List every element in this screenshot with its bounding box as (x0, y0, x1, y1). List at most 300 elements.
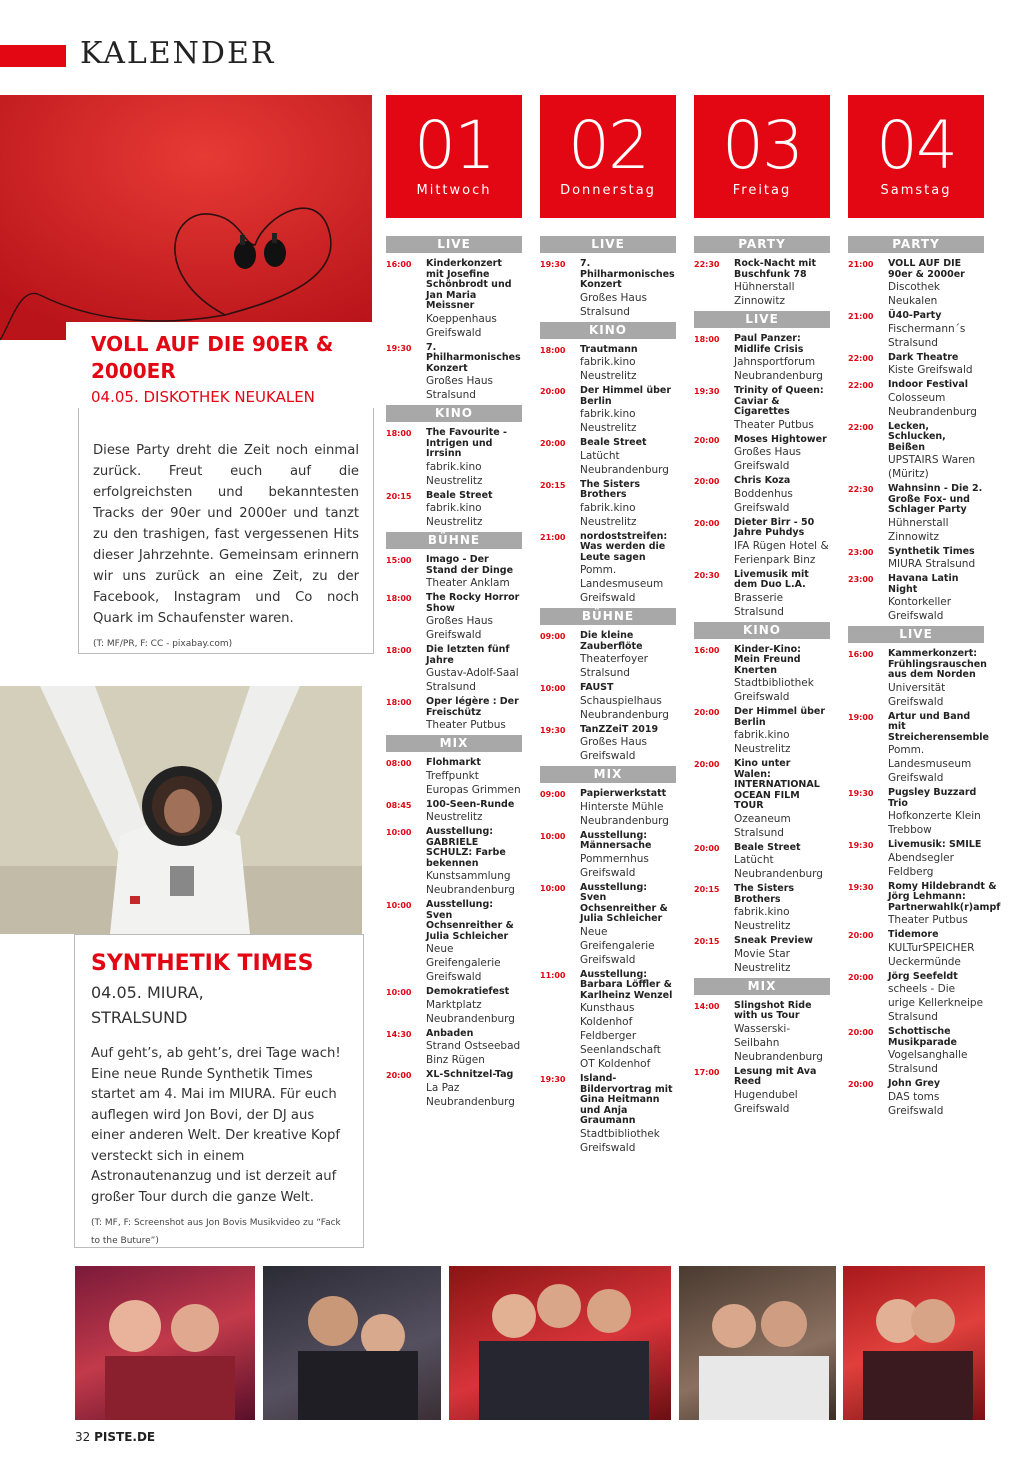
event-time: 08:00 (386, 759, 412, 768)
event-time: 16:00 (694, 645, 720, 655)
feature-party-body-box (78, 408, 374, 654)
page-footer (75, 1430, 155, 1444)
event-details (580, 532, 676, 606)
event-name: Oper légère : Der Freischütz (426, 696, 519, 718)
event-name: Livemusik: SMILE (888, 839, 982, 850)
event-details (734, 1001, 830, 1064)
event-details (734, 386, 830, 432)
event-name: Flohmarkt (426, 757, 481, 768)
event-venue: Großes Haus Greifswald (580, 736, 647, 762)
event-time: 20:15 (540, 480, 566, 490)
event-venue: Ozeaneum Stralsund (734, 812, 791, 839)
event-name: Beale Street (734, 841, 801, 853)
event-venue: fabrik.kino Neustrelitz (734, 906, 791, 932)
event-name: Lesung mit Ava Reed (734, 1065, 817, 1087)
event-row (540, 725, 676, 764)
event-name: Kinderkonzert mit Josefine Schönbrodt und Jan Maria Meissner (426, 258, 512, 311)
event-name: Beale Street (426, 489, 493, 501)
event-name: Synthetik Times (888, 545, 975, 557)
event-name: Schottische Musikparade (888, 1026, 957, 1048)
event-venue: Pomm. Landesmuseum Greifswald (888, 744, 972, 784)
event-row (848, 484, 984, 544)
event-venue: Abendsegler Feldberg (888, 851, 954, 878)
event-row (694, 476, 830, 515)
event-row (848, 574, 984, 623)
event-row (386, 491, 522, 530)
event-venue: Pommernhus Greifswald (580, 852, 649, 879)
event-name: Ausstellung: Sven Ochsenreither & Julia Schleicher (580, 881, 668, 924)
event-venue: Großes Haus Stralsund (580, 291, 647, 318)
day-box-1 (386, 95, 522, 218)
event-venue: Marktplatz Neubrandenburg (426, 998, 515, 1025)
day-column-3 (694, 234, 830, 1119)
party-photo-2 (263, 1266, 441, 1420)
event-details (580, 480, 676, 529)
party-photo-5 (843, 1266, 985, 1420)
event-time: 20:00 (848, 1080, 874, 1089)
event-name: The Favourite - Intrigen und Irrsinn (426, 427, 507, 459)
event-venue: MIURA Stralsund (888, 558, 976, 570)
event-row (540, 259, 676, 319)
event-name: John Grey (888, 1078, 941, 1089)
event-name: 7. Philharmonisches Konzert (426, 341, 521, 374)
event-venue: fabrik.kino Neustrelitz (426, 502, 483, 528)
category-header: KINO (540, 322, 676, 339)
day-name: Donnerstag (560, 183, 656, 198)
event-name: Jörg Seefeldt (888, 970, 958, 982)
event-venue: Gustav-Adolf-Saal Stralsund (426, 667, 519, 693)
category-header: LIVE (848, 626, 984, 643)
event-row (694, 518, 830, 567)
event-row (694, 843, 830, 882)
event-time: 10:00 (540, 831, 566, 841)
event-time: 15:00 (386, 556, 412, 565)
event-time: 10:00 (386, 828, 412, 837)
event-time: 20:15 (386, 491, 412, 501)
event-row (540, 532, 676, 606)
event-venue: Theater Putbus (426, 719, 506, 731)
event-details (426, 1029, 522, 1068)
feature-party-header (66, 322, 372, 408)
feature-synthetik-subtitle-2: STRALSUND (91, 1008, 188, 1027)
event-name: Romy Hildebrandt & Jörg Lehmann: Partnerwahlk(r)ampf (888, 880, 1001, 913)
event-time: 20:00 (848, 931, 874, 940)
event-name: Papierwerkstatt (580, 788, 667, 799)
event-time: 10:00 (386, 901, 412, 910)
event-time: 18:00 (386, 429, 412, 438)
event-venue: Fischermann´s Stralsund (888, 322, 966, 349)
page-number: 32 (75, 1430, 91, 1444)
event-row (848, 259, 984, 308)
astronaut-photo (0, 686, 362, 934)
day-box-3 (694, 95, 830, 218)
event-name: Tidemore (888, 929, 939, 940)
event-row (386, 428, 522, 488)
event-details (426, 428, 522, 488)
event-time: 14:30 (386, 1029, 412, 1039)
event-row (848, 547, 984, 572)
event-details (888, 353, 984, 378)
event-details (734, 435, 830, 474)
event-name: nordoststreifen: Was werden die Leute sagen (580, 530, 668, 563)
event-venue: Treffpunkt Europas Grimmen (426, 769, 521, 796)
event-name: VOLL AUF DIE 90er & 2000er (888, 258, 965, 280)
event-details (734, 334, 830, 383)
event-name: Trinity of Queen: Caviar & Cigarettes (734, 385, 824, 417)
event-time: 22:30 (694, 260, 720, 269)
event-name: Demokratiefest (426, 986, 510, 997)
event-venue: Hofkonzerte Klein Trebbow (888, 810, 981, 836)
event-row (694, 435, 830, 474)
event-details (888, 1079, 984, 1118)
event-row (540, 631, 676, 680)
event-name: Die letzten fünf Jahre (426, 644, 510, 666)
event-row (694, 707, 830, 756)
event-details (580, 386, 676, 435)
event-details (734, 476, 830, 515)
event-time: 19:30 (848, 841, 874, 850)
event-details (580, 725, 676, 764)
event-row (386, 259, 522, 340)
event-name: Kinder-Kino: Mein Freund Knerten (734, 643, 801, 676)
event-name: Der Himmel über Berlin (580, 385, 672, 407)
event-row (848, 972, 984, 1025)
event-details (888, 574, 984, 623)
event-venue: Hugendubel Greifswald (734, 1088, 798, 1115)
event-details (734, 884, 830, 933)
feature-synthetik-credit: (T: MF, F: Screenshot aus Jon Bovis Musikvideo zu “Fack to the Buture”) (91, 1218, 341, 1246)
event-time: 20:00 (848, 972, 874, 982)
event-name: XL-Schnitzel-Tag (426, 1069, 514, 1080)
event-details (888, 259, 984, 308)
event-details (426, 900, 522, 984)
event-venue: Großes Haus Stralsund (426, 375, 493, 401)
day-column-4 (848, 234, 1001, 1121)
event-venue: Jahnsportforum Neubrandenburg (734, 356, 823, 382)
event-name: Havana Latin Night (888, 573, 959, 595)
event-details (888, 930, 984, 969)
feature-party-credit: (T: MF/PR, F: CC - pixabay.com) (93, 639, 233, 649)
event-venue: Stadtbibliothek Greifswald (580, 1127, 660, 1154)
event-venue: Großes Haus Greifswald (734, 446, 801, 472)
event-name: 7. Philharmonisches Konzert (580, 258, 675, 290)
event-time: 19:30 (540, 725, 566, 735)
event-details (888, 882, 1000, 928)
event-time: 20:00 (694, 708, 720, 717)
event-name: Beale Street (580, 437, 647, 448)
event-time: 20:00 (694, 477, 720, 486)
event-name: Slingshot Ride with us Tour (734, 999, 812, 1021)
event-venue: fabrik.kino Neustrelitz (580, 408, 637, 434)
event-details (426, 491, 522, 530)
day-name: Samstag (880, 183, 952, 198)
event-row (540, 831, 676, 880)
event-venue: Brasserie Stralsund (734, 591, 784, 618)
event-details (888, 547, 984, 572)
category-header: MIX (386, 735, 522, 752)
event-venue: Pomm. Landesmuseum Greifswald (580, 564, 664, 604)
event-row (848, 380, 984, 419)
event-name: Ausstellung: Barbara Löffler & Karlheinz Wenzel (580, 968, 673, 1001)
event-time: 18:00 (386, 646, 412, 655)
event-time: 10:00 (540, 883, 566, 893)
event-details (426, 343, 522, 403)
event-name: TanZZeiT 2019 (580, 723, 659, 735)
event-venue: Kunstsammlung Neubrandenburg (426, 870, 515, 896)
event-time: 22:30 (848, 485, 874, 494)
event-time: 20:00 (540, 387, 566, 396)
event-time: 16:00 (386, 260, 412, 269)
event-time: 21:00 (540, 532, 566, 542)
event-details (580, 631, 676, 680)
event-time: 20:15 (694, 937, 720, 946)
event-time: 19:30 (848, 789, 874, 798)
event-details (580, 883, 676, 967)
event-row (386, 800, 522, 825)
headphones-photo (0, 95, 372, 340)
event-row (694, 570, 830, 619)
event-row (848, 930, 984, 969)
event-time: 09:00 (540, 790, 566, 799)
event-time: 21:00 (848, 260, 874, 269)
event-details (734, 843, 830, 882)
event-name: Kino unter Walen: INTERNATIONAL OCEAN FILM TOUR (734, 758, 820, 811)
event-row (848, 1079, 984, 1118)
event-name: Imago - Der Stand der Dinge (426, 554, 514, 576)
event-name: Livemusik mit dem Duo L.A. (734, 568, 809, 590)
event-details (888, 972, 984, 1025)
event-details (426, 987, 522, 1026)
event-venue: Universität Greifswald (888, 681, 946, 708)
category-header: MIX (540, 766, 676, 783)
event-row (540, 883, 676, 967)
feature-party-title: VOLL AUF DIE 90ER & 2000ER (91, 332, 334, 383)
event-time: 21:00 (848, 312, 874, 321)
event-row (848, 880, 1001, 928)
event-venue: Neue Greifengalerie Greifswald (580, 925, 655, 966)
event-time: 20:00 (694, 435, 720, 445)
event-details (580, 789, 676, 828)
event-details (888, 1027, 984, 1076)
event-venue: fabrik.kino Neustrelitz (580, 501, 637, 528)
event-details (734, 645, 830, 705)
event-time: 19:30 (848, 882, 874, 892)
event-row (386, 697, 522, 732)
category-header: LIVE (540, 236, 676, 253)
category-header: LIVE (694, 311, 830, 328)
event-row (848, 422, 984, 482)
event-details (734, 570, 830, 619)
event-row (386, 827, 522, 897)
event-row (386, 343, 522, 403)
event-time: 23:00 (848, 575, 874, 584)
event-time: 19:30 (540, 260, 566, 269)
event-row (540, 386, 676, 435)
event-time: 18:00 (540, 345, 566, 355)
event-name: The Sisters Brothers (734, 883, 795, 905)
event-name: Chris Koza (734, 475, 791, 486)
event-name: Ausstellung: GABRIELE SCHULZ: Farbe bekennen (426, 826, 506, 869)
category-header: PARTY (694, 236, 830, 253)
event-name: Ausstellung: Männersache (580, 829, 652, 851)
event-row (694, 645, 830, 705)
event-row (540, 683, 676, 722)
event-venue: Latücht Neubrandenburg (580, 449, 669, 476)
event-name: Island-Bildervortrag mit Gina Heitmann und Anja Graumann (580, 1073, 673, 1126)
event-venue: Kunsthaus Koldenhof Feldberger Seenlandschaft OT Koldenhof (580, 1002, 661, 1070)
event-details (426, 827, 522, 897)
event-row (386, 593, 522, 642)
event-details (888, 788, 984, 837)
feature-synthetik-title: SYNTHETIK TIMES (91, 951, 314, 976)
event-row (848, 648, 987, 709)
event-name: 100-Seen-Runde (426, 798, 515, 810)
event-venue: Stadtbibliothek Greifswald (734, 677, 814, 703)
event-details (888, 380, 984, 419)
event-details (426, 645, 522, 694)
event-name: Anbaden (426, 1027, 474, 1039)
event-row (540, 1074, 676, 1155)
event-time: 18:00 (694, 335, 720, 344)
event-row (694, 334, 830, 383)
day-number: 04 (876, 107, 956, 184)
event-name: Lecken, Schlucken, Beißen (888, 420, 946, 453)
feature-synthetik-box (74, 934, 364, 1248)
feature-party-subtitle: 04.05. DISKOTHEK NEUKALEN (91, 388, 315, 406)
event-details (426, 259, 522, 340)
event-row (540, 438, 676, 477)
event-row (540, 970, 676, 1072)
event-row (694, 259, 830, 308)
event-time: 14:00 (694, 1001, 720, 1011)
event-time: 20:00 (848, 1028, 874, 1037)
event-details (888, 422, 984, 482)
event-row (694, 1001, 830, 1064)
feature-synthetik-subtitle-1: 04.05. MIURA, (91, 983, 204, 1002)
event-row (540, 480, 676, 529)
event-row (386, 758, 522, 797)
event-row (386, 1070, 522, 1109)
event-name: Moses Hightower (734, 433, 827, 445)
event-row (848, 1027, 984, 1076)
event-name: Wahnsinn - Die 2. Große Fox- und Schlager Party (888, 483, 983, 515)
event-time: 22:00 (848, 422, 874, 432)
event-venue: Colosseum Neubrandenburg (888, 391, 977, 418)
event-time: 20:00 (694, 518, 720, 528)
event-venue: Schauspielhaus Neubrandenburg (580, 694, 669, 721)
event-row (848, 353, 984, 378)
event-venue: UPSTAIRS Waren (Müritz) (888, 454, 976, 480)
category-header: MIX (694, 978, 830, 995)
event-details (734, 1067, 830, 1116)
event-name: Kammerkonzert: Frühlingsrauschen aus dem Norden (888, 648, 987, 680)
event-venue: Hühnerstall Zinnowitz (734, 281, 795, 307)
event-row (386, 987, 522, 1026)
event-details (426, 697, 522, 732)
event-name: Ü40-Party (888, 310, 942, 321)
event-time: 20:00 (694, 760, 720, 769)
category-header: PARTY (848, 236, 984, 253)
day-number: 02 (568, 107, 648, 184)
event-name: Artur und Band mit Streicherensemble (888, 710, 989, 743)
event-venue: Hühnerstall Zinnowitz (888, 516, 949, 543)
event-time: 23:00 (848, 547, 874, 557)
event-venue: Kontorkeller Greifswald (888, 596, 952, 622)
day-number: 01 (414, 107, 494, 184)
event-details (734, 936, 830, 975)
day-box-4 (848, 95, 984, 218)
event-name: Ausstellung: Sven Ochsenreither & Julia Schleicher (426, 899, 514, 942)
event-details (580, 1074, 676, 1155)
event-time: 10:00 (540, 684, 566, 693)
category-header: LIVE (386, 236, 522, 253)
party-photo-1 (75, 1266, 255, 1420)
event-venue: Theater Putbus (888, 914, 968, 926)
event-details (426, 555, 522, 590)
event-venue: scheels - Die urige Kellerkneipe Stralsund (888, 983, 984, 1023)
event-row (386, 645, 522, 694)
event-details (734, 759, 830, 840)
event-time: 10:00 (386, 988, 412, 997)
event-row (386, 1029, 522, 1068)
header-accent-bar (0, 45, 66, 67)
event-details (426, 800, 522, 825)
event-row (694, 1067, 830, 1116)
event-row (848, 788, 984, 837)
event-venue: Theater Anklam (426, 577, 510, 589)
feature-synthetik-body: Auf geht’s, ab geht’s, drei Tage wach! Eine neue Runde Synthetik Times startet am 4. Mai im MIURA. Für euch auflegen wird Jon Bovi, der DJ aus einer anderen Welt. Der kreative Kopf versteckt sich in einem Astronautenanzug und ist derzeit auf großer Tour durch die ganze Welt. (91, 1046, 341, 1205)
event-name: Paul Panzer: Midlife Crisis (734, 333, 804, 355)
event-time: 20:15 (694, 885, 720, 894)
event-venue: Koeppenhaus Greifswald (426, 312, 497, 339)
event-time: 09:00 (540, 632, 566, 641)
event-venue: fabrik.kino Neustrelitz (580, 356, 637, 382)
event-details (734, 707, 830, 756)
category-header: KINO (386, 405, 522, 422)
event-row (694, 884, 830, 933)
event-venue: Latücht Neubrandenburg (734, 854, 823, 880)
category-header: KINO (694, 622, 830, 639)
event-venue: fabrik.kino Neustrelitz (426, 460, 483, 487)
event-venue: Theaterfoyer Stralsund (580, 653, 648, 679)
event-time: 11:00 (540, 970, 566, 980)
event-venue: IFA Rügen Hotel & Ferienpark Binz (734, 539, 829, 566)
event-row (540, 345, 676, 384)
event-details (888, 649, 987, 709)
event-time: 19:30 (386, 343, 412, 353)
event-time: 16:00 (848, 650, 874, 659)
event-row (386, 900, 522, 984)
event-venue: Neustrelitz (426, 811, 483, 823)
event-venue: DAS toms Greifswald (888, 1090, 944, 1117)
event-details (888, 311, 984, 350)
event-details (580, 683, 676, 722)
page-title: KALENDER (80, 36, 276, 71)
event-time: 20:30 (694, 570, 720, 580)
event-details (580, 831, 676, 880)
event-name: Dieter Birr - 50 Jahre Puhdys (734, 516, 815, 538)
event-details (580, 970, 676, 1072)
event-venue: Movie Star Neustrelitz (734, 947, 791, 974)
day-column-2 (540, 234, 676, 1158)
event-time: 18:00 (386, 698, 412, 707)
event-venue: Großes Haus Greifswald (426, 615, 493, 641)
event-name: Indoor Festival (888, 379, 969, 390)
day-column-1 (386, 234, 522, 1112)
event-name: Die kleine Zauberflöte (580, 630, 643, 652)
event-name: Der Himmel über Berlin (734, 706, 826, 728)
event-time: 20:00 (694, 843, 720, 853)
